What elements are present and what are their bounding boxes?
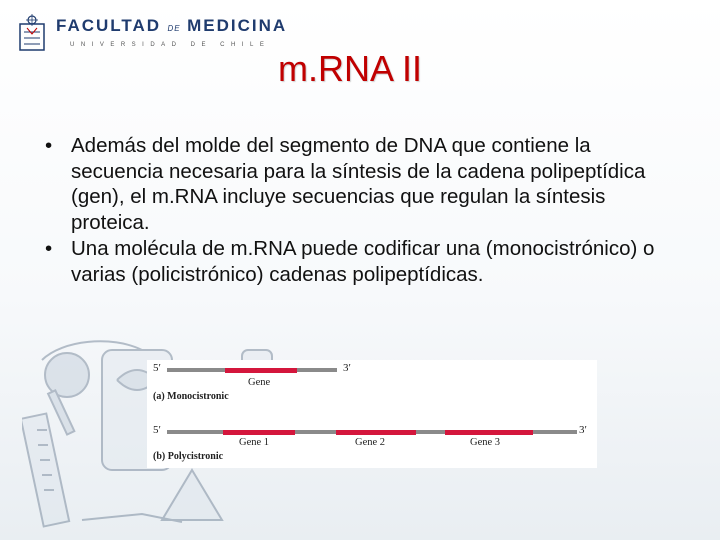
bullet-item — [40, 133, 670, 236]
poly-caption: (b) Polycistronic — [153, 451, 224, 462]
logo-word-facultad: FACULTAD — [56, 16, 162, 35]
bullet-text: Una molécula de m.RNA puede codificar una (monocistrónico) o varias (policistrónico) cadenas polipeptídicas. — [71, 236, 655, 286]
logo-word-medicina: MEDICINA — [187, 16, 288, 35]
poly-gene-segment — [223, 430, 295, 435]
poly-5prime-label: 5′ — [153, 424, 161, 436]
logo-word-de: DE — [167, 24, 181, 33]
poly-gene2-label: Gene 2 — [355, 437, 386, 448]
poly-gene1-label: Gene 1 — [239, 437, 270, 448]
bullet-text: Además del molde del segmento de DNA que contiene la secuencia necesaria para la síntesis de la cadena polipeptídica (gen), el m.RNA incluye secuencias que regulan la síntesis proteica. — [71, 134, 646, 235]
logo-university-name: UNIVERSIDAD DE CHILE — [70, 42, 271, 48]
mono-caption: (a) Monocistronic — [153, 391, 229, 402]
mono-gene-label: Gene — [248, 377, 271, 388]
mono-utr-right — [297, 368, 337, 372]
bullet-list — [40, 133, 670, 287]
mrna-diagram — [147, 360, 597, 468]
logo-faculty-name — [56, 16, 287, 36]
university-seal-icon — [18, 14, 48, 52]
poly-3prime-label: 3′ — [579, 424, 587, 436]
slide-title: m.RNA II — [278, 48, 423, 89]
poly-gene-segment — [445, 430, 533, 435]
mono-3prime-label: 3′ — [343, 362, 351, 374]
faculty-logo — [18, 12, 288, 62]
bullet-dot-icon: • — [45, 236, 53, 260]
bullet-dot-icon: • — [45, 134, 53, 157]
poly-gene3-label: Gene 3 — [470, 437, 501, 448]
bullet-item — [40, 236, 670, 287]
poly-gene-segment — [336, 430, 416, 435]
mono-gene-segment — [225, 368, 297, 373]
mono-5prime-label: 5′ — [153, 362, 161, 374]
